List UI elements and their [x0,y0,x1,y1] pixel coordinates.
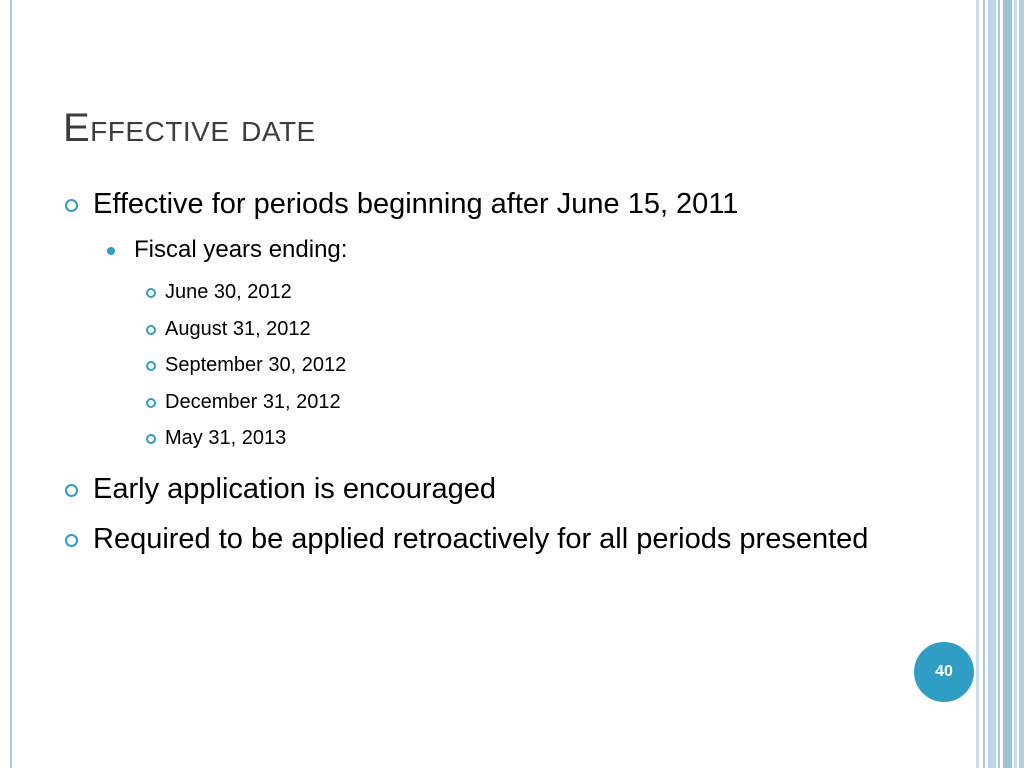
bullet-item-level1 [62,469,922,509]
bullet-text: September 30, 2012 [165,354,347,376]
stripe [1003,0,1012,768]
ring-bullet-icon [65,534,78,547]
bullet-text: Fiscal years ending: [134,236,348,263]
slide-title: Effective date [63,106,316,150]
bullet-text: Required to be applied retroactively for all periods presented [93,522,869,555]
ring-bullet-icon [146,361,156,371]
bullet-text: May 31, 2013 [165,427,287,449]
stripe [976,0,979,768]
ring-bullet-icon [65,199,78,212]
bullet-item-level2 [105,234,922,266]
ring-bullet-icon [146,434,156,444]
stripe [983,0,985,768]
bullet-item-level1 [62,519,922,559]
stripe [998,0,1000,768]
bullet-item-level3 [146,311,922,348]
bullet-item-level3 [146,274,922,311]
right-decorative-stripes [976,0,1024,768]
bullet-text: Early application is encouraged [93,472,497,505]
bullet-text: December 31, 2012 [165,390,341,413]
bullet-text: June 30, 2012 [165,281,292,303]
page-number-badge: 40 [914,642,974,702]
ring-bullet-icon [146,288,156,298]
stripe [1019,0,1024,768]
ring-bullet-icon [146,325,156,335]
bullet-text: Effective for periods beginning after June 15, 2011 [93,188,739,220]
spacer [62,457,922,469]
ring-bullet-icon [65,484,78,497]
slide-content [62,184,922,569]
bullet-text: August 31, 2012 [165,317,311,340]
stripe [988,0,996,768]
bullet-item-level3 [146,420,922,457]
stripe [1014,0,1017,768]
bullet-item-level3 [146,384,922,421]
fiscal-years-list [146,274,922,457]
bullet-item-level1 [62,184,922,224]
bullet-item-level3 [146,347,922,384]
dot-bullet-icon [107,247,115,255]
ring-bullet-icon [146,398,156,408]
left-border-line [10,0,12,768]
